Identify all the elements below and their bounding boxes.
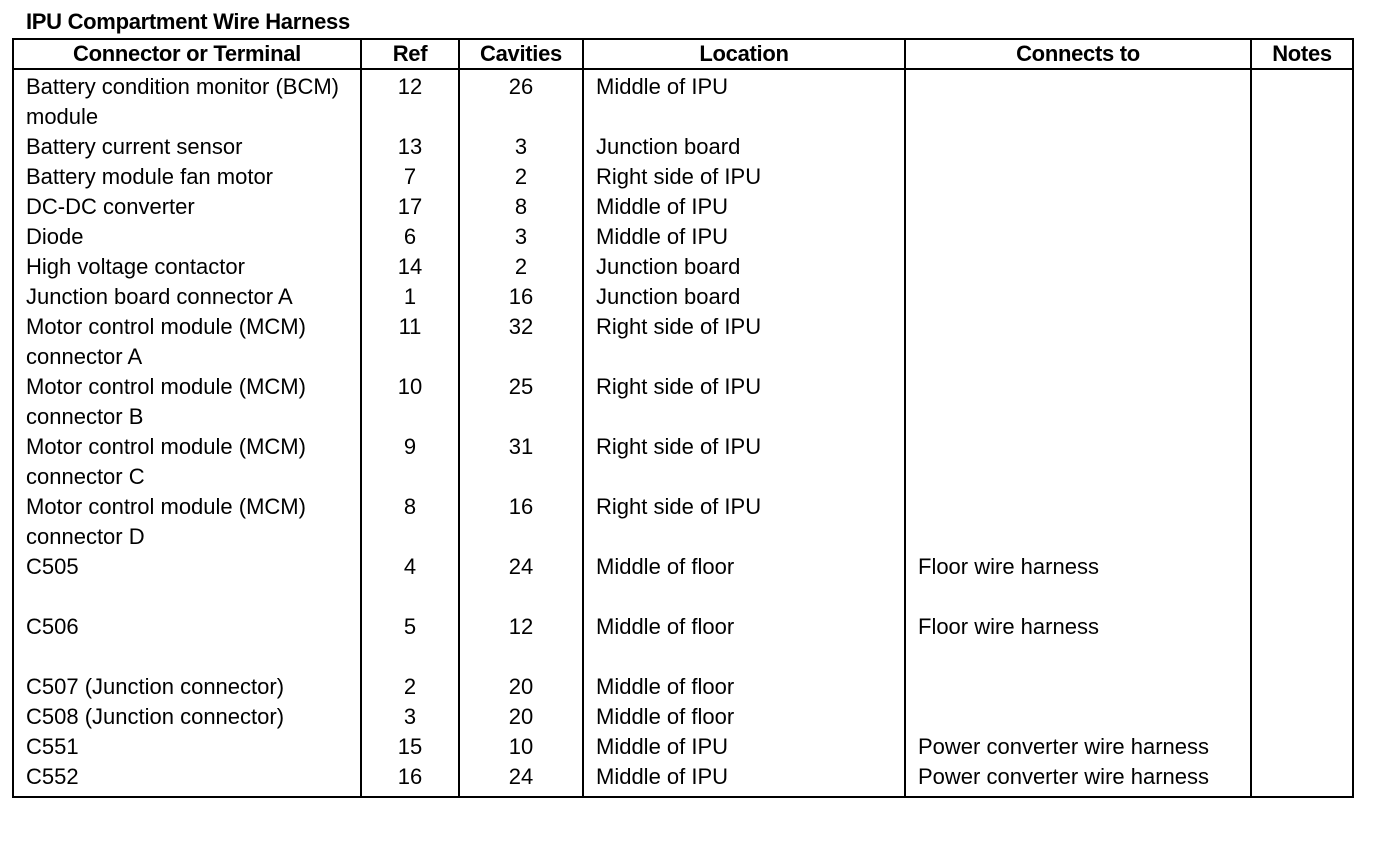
table-row bbox=[13, 132, 1353, 162]
cell-cavities: 8 bbox=[459, 192, 583, 222]
header-row bbox=[13, 39, 1353, 69]
table-row bbox=[13, 222, 1353, 252]
cell-connects-to: Floor wire harness bbox=[905, 612, 1251, 642]
cell-connects-to bbox=[905, 672, 1251, 702]
cell-location: Right side of IPU bbox=[583, 492, 905, 552]
cell-cavities: 20 bbox=[459, 672, 583, 702]
cell-ref: 16 bbox=[361, 762, 459, 797]
cell-connector: C507 (Junction connector) bbox=[13, 672, 361, 702]
cell-notes bbox=[1251, 492, 1353, 552]
header-ref: Ref bbox=[361, 39, 459, 69]
cell-notes bbox=[1251, 69, 1353, 132]
cell-connector: C506 bbox=[13, 612, 361, 642]
cell-cavities: 31 bbox=[459, 432, 583, 492]
cell-notes bbox=[1251, 672, 1353, 702]
cell-connects-to: Floor wire harness bbox=[905, 552, 1251, 582]
cell-cavities: 12 bbox=[459, 612, 583, 642]
cell-connector: C551 bbox=[13, 732, 361, 762]
cell-notes bbox=[1251, 252, 1353, 282]
cell-location: Middle of floor bbox=[583, 612, 905, 642]
cell-ref: 4 bbox=[361, 552, 459, 582]
cell-location: Right side of IPU bbox=[583, 162, 905, 192]
cell-location: Junction board bbox=[583, 132, 905, 162]
cell-cavities: 26 bbox=[459, 69, 583, 132]
cell-cavities: 24 bbox=[459, 762, 583, 797]
table-row bbox=[13, 672, 1353, 702]
cell-notes bbox=[1251, 162, 1353, 192]
table-row bbox=[13, 252, 1353, 282]
header-notes: Notes bbox=[1251, 39, 1353, 69]
cell-notes bbox=[1251, 432, 1353, 492]
cell-cavities: 25 bbox=[459, 372, 583, 432]
header-connects-to: Connects to bbox=[905, 39, 1251, 69]
cell-connects-to: Power converter wire harness bbox=[905, 732, 1251, 762]
cell-cavities: 16 bbox=[459, 492, 583, 552]
spacer-row bbox=[13, 582, 1353, 612]
cell-notes bbox=[1251, 132, 1353, 162]
cell-ref: 15 bbox=[361, 732, 459, 762]
table-row bbox=[13, 192, 1353, 222]
header-cavities: Cavities bbox=[459, 39, 583, 69]
cell-connects-to bbox=[905, 312, 1251, 372]
table-row bbox=[13, 732, 1353, 762]
cell-ref: 12 bbox=[361, 69, 459, 132]
document-title: IPU Compartment Wire Harness bbox=[26, 9, 350, 34]
cell-location: Middle of floor bbox=[583, 672, 905, 702]
cell-cavities: 24 bbox=[459, 552, 583, 582]
cell-connects-to bbox=[905, 702, 1251, 732]
cell-ref: 5 bbox=[361, 612, 459, 642]
cell-notes bbox=[1251, 702, 1353, 732]
cell-notes bbox=[1251, 282, 1353, 312]
cell-location: Right side of IPU bbox=[583, 312, 905, 372]
cell-location: Right side of IPU bbox=[583, 432, 905, 492]
cell-ref: 9 bbox=[361, 432, 459, 492]
cell-cavities: 3 bbox=[459, 222, 583, 252]
cell-ref: 8 bbox=[361, 492, 459, 552]
cell-location: Right side of IPU bbox=[583, 372, 905, 432]
cell-connects-to bbox=[905, 252, 1251, 282]
cell-ref: 10 bbox=[361, 372, 459, 432]
cell-connector: Motor control module (MCM) connector C bbox=[13, 432, 361, 492]
spacer-row bbox=[13, 642, 1353, 672]
cell-notes bbox=[1251, 222, 1353, 252]
cell-cavities: 10 bbox=[459, 732, 583, 762]
cell-connector: Battery condition monitor (BCM) module bbox=[13, 69, 361, 132]
cell-notes bbox=[1251, 312, 1353, 372]
cell-notes bbox=[1251, 732, 1353, 762]
cell-cavities: 20 bbox=[459, 702, 583, 732]
table-row bbox=[13, 492, 1353, 552]
table-row bbox=[13, 702, 1353, 732]
table-row bbox=[13, 552, 1353, 582]
header-location: Location bbox=[583, 39, 905, 69]
cell-connects-to bbox=[905, 372, 1251, 432]
table-row bbox=[13, 762, 1353, 797]
cell-connects-to bbox=[905, 222, 1251, 252]
cell-cavities: 3 bbox=[459, 132, 583, 162]
cell-ref: 2 bbox=[361, 672, 459, 702]
cell-location: Middle of IPU bbox=[583, 192, 905, 222]
cell-location: Middle of IPU bbox=[583, 762, 905, 797]
cell-location: Junction board bbox=[583, 252, 905, 282]
cell-connects-to bbox=[905, 162, 1251, 192]
cell-location: Middle of floor bbox=[583, 702, 905, 732]
cell-connector: Battery module fan motor bbox=[13, 162, 361, 192]
cell-ref: 6 bbox=[361, 222, 459, 252]
cell-ref: 3 bbox=[361, 702, 459, 732]
table-row bbox=[13, 432, 1353, 492]
cell-connects-to: Power converter wire harness bbox=[905, 762, 1251, 797]
cell-ref: 17 bbox=[361, 192, 459, 222]
cell-connector: Motor control module (MCM) connector D bbox=[13, 492, 361, 552]
header-connector: Connector or Terminal bbox=[13, 39, 361, 69]
cell-cavities: 2 bbox=[459, 252, 583, 282]
table-row bbox=[13, 69, 1353, 132]
cell-ref: 1 bbox=[361, 282, 459, 312]
cell-connector: DC-DC converter bbox=[13, 192, 361, 222]
cell-location: Middle of IPU bbox=[583, 69, 905, 132]
cell-connector: C508 (Junction connector) bbox=[13, 702, 361, 732]
table-row bbox=[13, 282, 1353, 312]
cell-connects-to bbox=[905, 282, 1251, 312]
cell-connects-to bbox=[905, 432, 1251, 492]
cell-location: Middle of IPU bbox=[583, 222, 905, 252]
table-row bbox=[13, 312, 1353, 372]
cell-notes bbox=[1251, 612, 1353, 642]
cell-connects-to bbox=[905, 492, 1251, 552]
cell-cavities: 32 bbox=[459, 312, 583, 372]
cell-ref: 14 bbox=[361, 252, 459, 282]
cell-notes bbox=[1251, 192, 1353, 222]
cell-location: Middle of IPU bbox=[583, 732, 905, 762]
wire-harness-table bbox=[12, 38, 1354, 798]
cell-ref: 7 bbox=[361, 162, 459, 192]
cell-connector: Battery current sensor bbox=[13, 132, 361, 162]
table-body bbox=[13, 69, 1353, 797]
table-row bbox=[13, 372, 1353, 432]
cell-notes bbox=[1251, 552, 1353, 582]
cell-location: Middle of floor bbox=[583, 552, 905, 582]
cell-notes bbox=[1251, 372, 1353, 432]
cell-notes bbox=[1251, 762, 1353, 797]
cell-connector: Junction board connector A bbox=[13, 282, 361, 312]
cell-ref: 13 bbox=[361, 132, 459, 162]
cell-connects-to bbox=[905, 132, 1251, 162]
cell-connector: Diode bbox=[13, 222, 361, 252]
cell-cavities: 2 bbox=[459, 162, 583, 192]
cell-connector: Motor control module (MCM) connector A bbox=[13, 312, 361, 372]
table-row bbox=[13, 612, 1353, 642]
cell-connects-to bbox=[905, 192, 1251, 222]
cell-connector: C505 bbox=[13, 552, 361, 582]
cell-location: Junction board bbox=[583, 282, 905, 312]
cell-connector: Motor control module (MCM) connector B bbox=[13, 372, 361, 432]
cell-connects-to bbox=[905, 69, 1251, 132]
cell-connector: C552 bbox=[13, 762, 361, 797]
cell-cavities: 16 bbox=[459, 282, 583, 312]
cell-connector: High voltage contactor bbox=[13, 252, 361, 282]
table-row bbox=[13, 162, 1353, 192]
cell-ref: 11 bbox=[361, 312, 459, 372]
